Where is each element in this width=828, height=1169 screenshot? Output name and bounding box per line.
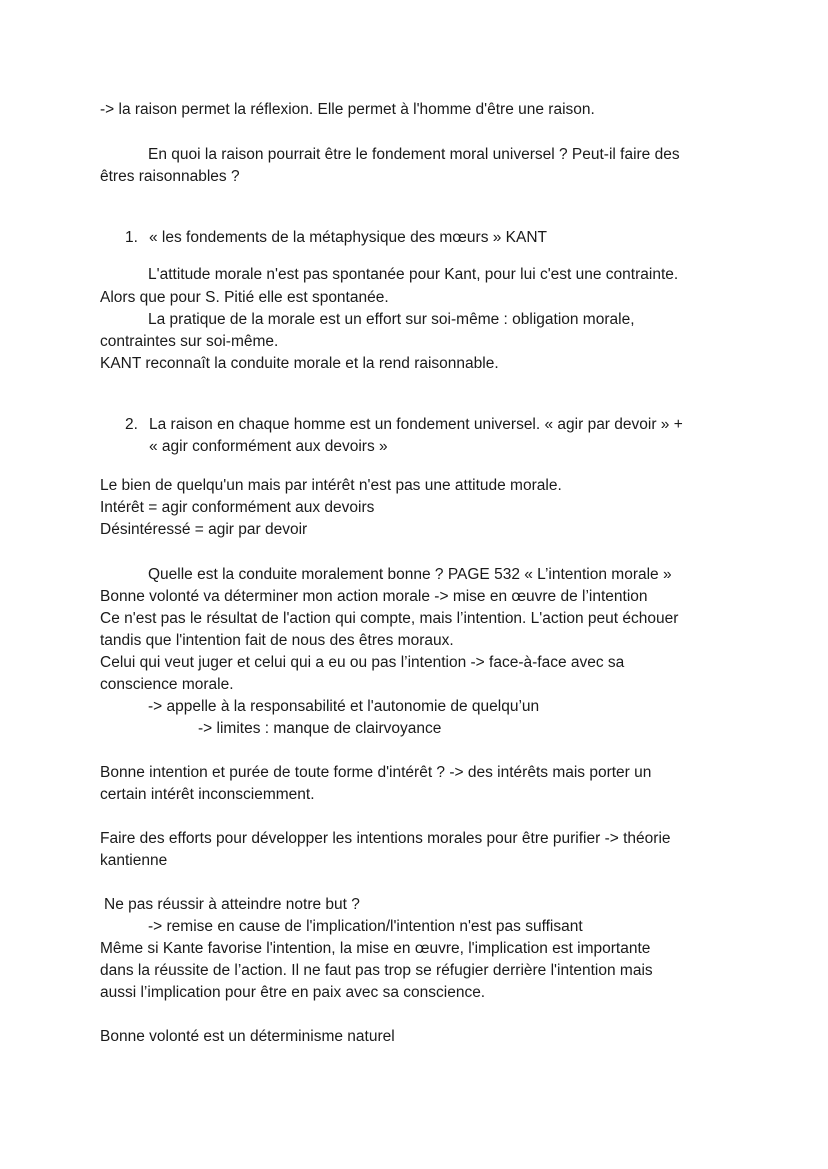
text-line: dans la réussite de l’action. Il ne faut pas trop se réfugier derrière l'intention mais	[100, 962, 653, 979]
text-line: -> appelle à la responsabilité et l'autonomie de quelqu’un	[148, 698, 540, 715]
text-line: Le bien de quelqu'un mais par intérêt n'est pas une attitude morale.	[100, 477, 562, 494]
text-line: certain intérêt inconsciemment.	[100, 786, 315, 803]
text-line: Ce n'est pas le résultat de l'action qui compte, mais l’intention. L'action peut échouer	[100, 610, 679, 627]
list-number: 2.	[125, 416, 138, 433]
list-item-heading: « agir conformément aux devoirs »	[149, 438, 388, 455]
text-line: Faire des efforts pour développer les intentions morales pour être purifier -> théorie	[100, 830, 671, 847]
list-item-heading: La raison en chaque homme est un fondement universel. « agir par devoir » +	[149, 416, 683, 433]
text-line: -> la raison permet la réflexion. Elle permet à l'homme d'être une raison.	[100, 101, 595, 118]
text-line: Quelle est la conduite moralement bonne ? PAGE 532 « L’intention morale »	[148, 566, 672, 583]
text-line: êtres raisonnables ?	[100, 168, 240, 185]
text-line: L'attitude morale n'est pas spontanée pour Kant, pour lui c'est une contrainte.	[148, 266, 679, 283]
text-line: aussi l’implication pour être en paix avec sa conscience.	[100, 984, 486, 1001]
list-item-heading: « les fondements de la métaphysique des mœurs » KANT	[149, 229, 548, 246]
text-line: Bonne volonté va déterminer mon action morale -> mise en œuvre de l’intention	[100, 588, 648, 605]
text-line: conscience morale.	[100, 676, 234, 693]
text-line: -> remise en cause de l'implication/l'intention n'est pas suffisant	[148, 918, 583, 935]
text-line: Intérêt = agir conformément aux devoirs	[100, 499, 375, 516]
text-line: -> limites : manque de clairvoyance	[198, 720, 442, 737]
text-line: En quoi la raison pourrait être le fondement moral universel ? Peut-il faire des	[148, 146, 680, 163]
text-line: La pratique de la morale est un effort sur soi-même : obligation morale,	[148, 311, 635, 328]
text-line: Bonne intention et purée de toute forme d'intérêt ? -> des intérêts mais porter un	[100, 764, 652, 781]
text-line: Même si Kante favorise l'intention, la mise en œuvre, l'implication est importante	[100, 940, 651, 957]
text-line: Bonne volonté est un déterminisme naturel	[100, 1028, 395, 1045]
list-number: 1.	[125, 229, 138, 246]
text-line: Alors que pour S. Pitié elle est spontanée.	[100, 289, 389, 306]
text-line: contraintes sur soi-même.	[100, 333, 279, 350]
text-line: Ne pas réussir à atteindre notre but ?	[104, 896, 360, 913]
text-line: Celui qui veut juger et celui qui a eu ou pas l’intention -> face-à-face avec sa	[100, 654, 625, 671]
text-line: tandis que l'intention fait de nous des êtres moraux.	[100, 632, 454, 649]
text-line: Désintéressé = agir par devoir	[100, 521, 308, 538]
text-line: KANT reconnaît la conduite morale et la rend raisonnable.	[100, 355, 499, 372]
text-line: kantienne	[100, 852, 168, 869]
